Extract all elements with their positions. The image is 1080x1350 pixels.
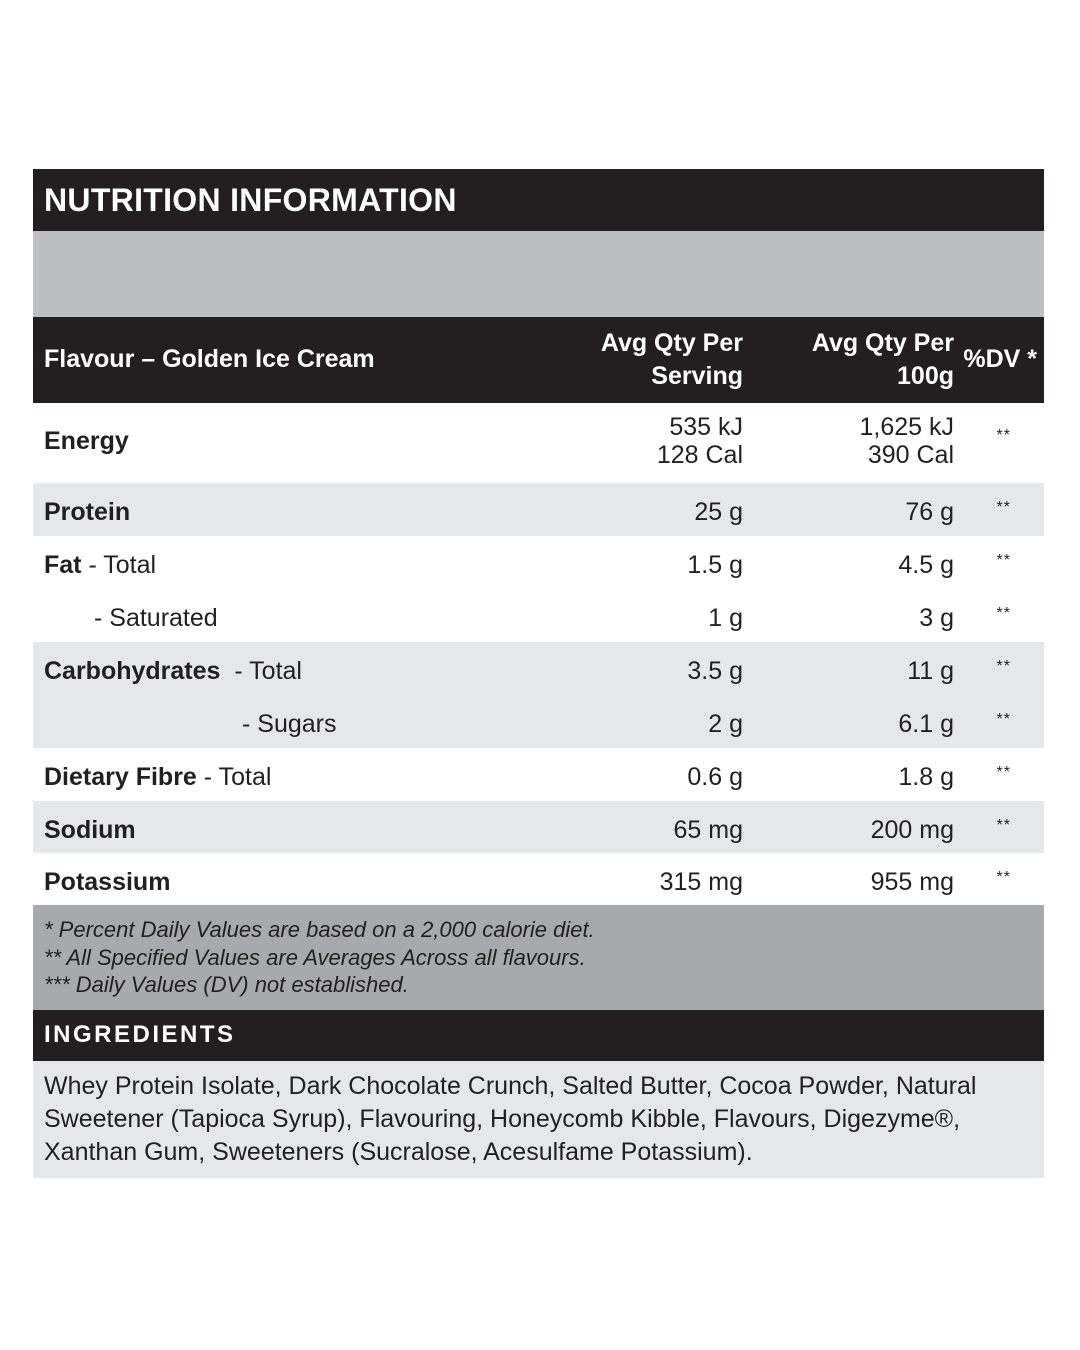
row-label: - Sugars (242, 710, 337, 738)
value-per-serving: 315 mg (659, 868, 743, 896)
row-label: Dietary Fibre - Total (44, 763, 272, 791)
value-per-100g: 3 g (919, 604, 954, 632)
value-per-serving: 25 g (694, 498, 743, 526)
value-dv: ** (996, 817, 1011, 834)
footnote-2: ** All Specified Values are Averages Across all flavours. (44, 945, 586, 970)
ingredients-text: Whey Protein Isolate, Dark Chocolate Crunch, Salted Butter, Cocoa Powder, Natural Sweetener (Tapioca Syrup), Flavouring, Honeycomb Kibble, Flavours, Digezyme®, Xanthan Gum, Sweeteners (Sucralose, Acesulfame Potassium). (44, 1072, 977, 1166)
row-label: Sodium (44, 816, 136, 844)
value-dv: ** (996, 499, 1011, 516)
value-per-serving: 535 kJ 128 Cal (656, 413, 743, 469)
value-per-serving: 2 g (708, 710, 743, 738)
table-row-sugars (33, 695, 1044, 748)
value-per-serving: 0.6 g (687, 763, 743, 791)
table-row-fat-total (33, 536, 1044, 589)
footnote-3: *** Daily Values (DV) not established. (44, 972, 409, 997)
table-header (33, 317, 1044, 403)
value-dv: ** (996, 711, 1011, 728)
ingredients-body (33, 1061, 1044, 1178)
table-row-sodium (33, 801, 1044, 853)
value-per-100g: 1,625 kJ 390 Cal (859, 413, 954, 469)
value-per-serving: 3.5 g (687, 657, 743, 685)
table-row-potassium (33, 853, 1044, 905)
value-per-100g: 955 mg (870, 868, 954, 896)
row-label: Potassium (44, 868, 171, 896)
grey-band (33, 231, 1044, 317)
value-dv: ** (996, 605, 1011, 622)
nutrition-title: NUTRITION INFORMATION (44, 182, 457, 218)
table-row-carbohydrates-total (33, 642, 1044, 695)
row-label: Fat - Total (44, 551, 157, 579)
value-per-100g: 76 g (905, 498, 954, 526)
value-per-100g: 200 mg (870, 816, 954, 844)
ingredients-title-bar (33, 1010, 1044, 1061)
table-row-energy (33, 403, 1044, 483)
value-dv: ** (996, 658, 1011, 675)
value-per-serving: 1 g (708, 604, 743, 632)
ingredients-title: INGREDIENTS (44, 1021, 236, 1048)
header-per-serving: Avg Qty Per Serving (600, 329, 743, 390)
value-dv: ** (996, 869, 1011, 886)
value-dv: ** (996, 552, 1011, 569)
value-dv: ** (996, 427, 1011, 444)
value-per-serving: 65 mg (673, 816, 743, 844)
value-per-100g: 6.1 g (898, 710, 954, 738)
flavour-label: Flavour – Golden Ice Cream (44, 345, 375, 373)
nutrition-title-bar (33, 169, 1044, 231)
header-per-100g: Avg Qty Per 100g (811, 329, 954, 390)
row-label: Energy (44, 427, 129, 455)
value-per-serving: 1.5 g (687, 551, 743, 579)
value-per-100g: 4.5 g (898, 551, 954, 579)
row-label: Protein (44, 498, 131, 526)
footnote-1: * Percent Daily Values are based on a 2,000 calorie diet. (44, 917, 595, 942)
table-row-fat-saturated (33, 589, 1044, 642)
row-label: Carbohydrates - Total (44, 657, 302, 685)
value-per-100g: 1.8 g (898, 763, 954, 791)
row-label: - Saturated (94, 604, 218, 632)
table-row-protein (33, 483, 1044, 536)
value-dv: ** (996, 764, 1011, 781)
value-per-100g: 11 g (907, 657, 954, 685)
header-dv: %DV * (963, 345, 1037, 373)
table-row-dietary-fibre (33, 748, 1044, 801)
footnotes (33, 905, 1044, 1010)
